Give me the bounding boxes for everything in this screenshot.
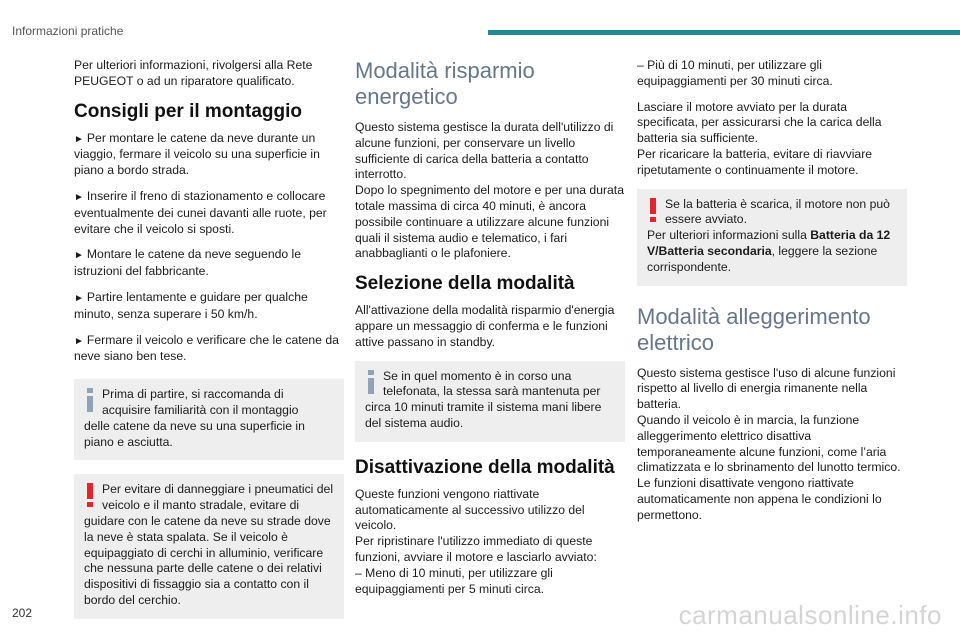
paragraph: Per ricaricare la batteria, evitare di riavviare ripetutamente o continuamente il motore.	[637, 146, 873, 177]
arrow-icon: ►	[74, 191, 84, 203]
paragraph: Per ripristinare l'utilizzo immediato di queste funzioni, avviare il motore e lasciarlo avviato:	[355, 534, 597, 564]
paragraph: Questo sistema gestisce la durata dell'utilizzo di alcune funzioni, per conservare un livello sufficiente di carica della batteria a contatto interrotto.	[355, 120, 614, 182]
column-1	[74, 58, 344, 633]
warning-box	[637, 189, 907, 286]
mounting-heading: Consigli per il montaggio	[74, 100, 302, 122]
info-text-rest: delle catene da neve su una superficie in piano e asciutta.	[84, 418, 305, 449]
list-item: ► Fermare il veicolo e verificare che le catene da neve siano ben tese.	[74, 332, 339, 364]
paragraph: Le funzioni disattivate vengono riattivate automaticamente non appena le condizioni lo permettono.	[637, 476, 882, 522]
info-text-first: Prima di partire, si raccomanda di acquisire familiarità con il montaggio	[102, 387, 299, 417]
list-item: – Più di 10 minuti, per utilizzare gli equipaggiamenti per 30 minuti circa.	[637, 58, 833, 88]
arrow-icon: ►	[74, 335, 84, 347]
mode-selection-heading: Selezione della modalità	[355, 273, 575, 295]
header-accent-bar	[488, 30, 960, 35]
paragraph: Dopo lo spegnimento del motore e per una durata totale massima di circa 40 minuti, è ancora possibile continuare a utilizzare alcune funzioni quali il sistema audio e telematico, i fari anabbaglianti o le plafoniere.	[355, 183, 624, 261]
watermark: carmanualsonline.info	[678, 600, 942, 630]
info-icon	[84, 388, 96, 412]
list-item: ► Partire lentamente e guidare per qualche minuto, senza superare i 50 km/h.	[74, 289, 308, 321]
paragraph: Lasciare il motore avviato per la durata specificata, per assicurarsi che la carica della batteria sia sufficiente.	[637, 99, 882, 146]
info-box	[74, 379, 344, 460]
electric-load-shedding-heading: Modalità alleggerimento elettrico	[637, 303, 871, 355]
info-box	[355, 361, 625, 442]
paragraph: Questo sistema gestisce l'uso di alcune funzioni rispetto al livello di energia rimanente nella batteria.	[637, 365, 896, 412]
warning-text-rest: Per ulteriori informazioni sulla Batteria da 12 V/Batteria secondaria, leggere la sezione corrispondente.	[647, 228, 891, 274]
warning-box	[74, 474, 344, 618]
info-text-first: Se in quel momento è in corso una telefonata, la stessa sarà mantenuta per	[383, 368, 601, 399]
energy-saving-heading: Modalità risparmio energetico	[355, 58, 535, 109]
list-item: ► Inserire il freno di stazionamento e collocare eventualmente dei cunei davanti alle ruote, per evitare che il veicolo si sposti.	[74, 188, 327, 236]
paragraph: All'attivazione della modalità risparmio d'energia appare un messaggio di conferma e le funzioni attive passano in standby.	[355, 303, 615, 349]
arrow-icon: ►	[74, 133, 84, 145]
page-number: 202	[12, 606, 33, 620]
paragraph: Quando il veicolo è in marcia, la funzione alleggerimento elettrico disattiva temporaneamente alcune funzioni, come l’aria climatizzata e lo sbrinamento del lunotto termico.	[637, 412, 901, 475]
arrow-icon: ►	[74, 292, 84, 304]
info-text-rest: circa 10 minuti tramite il sistema mani libere del sistema audio.	[365, 400, 602, 430]
intro-text: Per ulteriori informazioni, rivolgersi alla Rete PEUGEOT o ad un riparatore qualificato.	[74, 58, 313, 88]
battery-reference: Batteria da 12 V/Batteria secondaria	[647, 228, 891, 258]
list-item: ► Montare le catene da neve seguendo le istruzioni del fabbricante.	[74, 247, 302, 279]
warning-icon	[647, 198, 659, 222]
list-item: – Meno di 10 minuti, per utilizzare gli equipaggiamenti per 5 minuti circa.	[355, 565, 553, 596]
warning-text-first: Per evitare di danneggiare i pneumatici del veicolo e il manto stradale, evitare di	[102, 482, 334, 513]
arrow-icon: ►	[74, 250, 84, 262]
warning-text-rest: guidare con le catene da neve su strade dove la neve è stata spalata. Se il veicolo è equipaggiato di cerchi in alluminio, verificare che nessuna parte delle catene o dei relativi dispositivi di fissaggio sia a contatto con il bordo del cerchio.	[84, 513, 331, 607]
mounting-bullets	[74, 131, 344, 366]
column-3	[637, 58, 907, 524]
column-2	[355, 58, 625, 607]
warning-text-first: Se la batteria è scarica, il motore non può essere avviato.	[665, 196, 890, 227]
paragraph: Queste funzioni vengono riattivate automaticamente al successivo utilizzo del veicolo.	[355, 486, 585, 533]
warning-icon	[84, 483, 96, 507]
mode-deactivation-heading: Disattivazione della modalità	[355, 456, 615, 478]
list-item: ► Per montare le catene da neve durante un viaggio, fermare il veicolo su una superficie in piano a bordo strada.	[74, 130, 320, 178]
section-title: Informazioni pratiche	[12, 24, 124, 38]
info-icon	[365, 370, 377, 394]
